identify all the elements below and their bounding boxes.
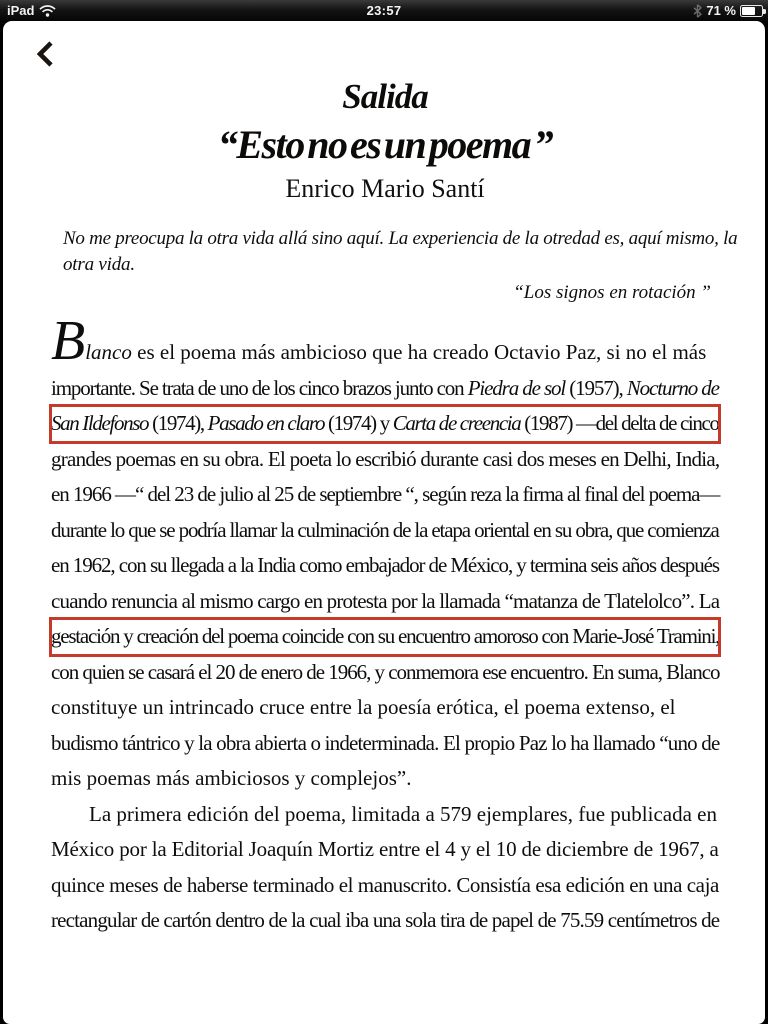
chapter-content [51,77,738,939]
back-button[interactable] [31,41,59,69]
book-page [3,21,765,1024]
text-line: importante. Se trata de uno de los cinco brazos junto con Piedra de sol (1957), Nocturno de [51,375,719,400]
text-line: quince meses de haberse terminado el manuscrito. Consistía esa edición en una caja [51,872,719,897]
text-line: en 1962, con su llegada a la India como embajador de México, y termina seis años después [51,553,719,577]
epigraph [63,226,738,278]
body-text [51,310,720,939]
text-line: en 1966 —“ del 23 de julio al 25 de septiembre “, según reza la firma al final del poema— [51,482,720,506]
drop-cap: B [51,310,86,372]
text-line: No me preocupa la otra vida allá sino aquí. La experiencia de la otredad es, aquí mismo, la [63,228,738,249]
chapter-subtitle: “Esto no es un poema ” [217,122,553,167]
clock: 23:57 [366,3,402,18]
text-line: mis poemas más ambiciosos y complejos”. [51,766,412,790]
text-line: budismo tántrico y la obra abierta o indeterminada. El propio Paz lo ha llamado “uno de [51,730,720,755]
text-line: con quien se casará el 20 de enero de 1966, y conmemora ese encuentro. En suma, Blanco [51,659,720,684]
chapter-title: Salida [342,77,428,116]
author-name: Enrico Mario Santí [285,174,485,203]
text-line: otra vida. [63,254,135,275]
text-line: La primera edición del poema, limitada a 579 ejemplares, fue publicada en [89,801,717,826]
text-line: cuando renuncia al mismo cargo en protesta por la llamada “matanza de Tlatelolco”. La [51,588,720,613]
text-line: Blanco es el poema más ambicioso que ha creado Octavio Paz, si no el más [51,310,707,372]
bluetooth-icon [693,4,702,18]
highlighted-line[interactable]: San Ildefonso (1974), Pasado en claro (1974) y Carta de creencia (1987) —del delta de cinco [51,406,719,442]
highlighted-line[interactable]: gestación y creación del poema coincide con su encuentro amoroso con Marie-José Tramini, [51,619,719,655]
back-chevron-icon [35,41,55,67]
text-line: México por la Editorial Joaquín Mortiz entre el 4 y el 10 de diciembre de 1967, a [51,837,719,861]
carrier-label: iPad [7,3,35,18]
text-line: durante lo que se podría llamar la culminación de la etapa oriental en su obra, que comienza [51,517,719,542]
epigraph-attribution: “Los signos en rotación ” [513,282,711,303]
status-bar [0,0,768,21]
text-line: rectangular de cartón dentro de la cual iba una sola tira de papel de 75.59 centímetros de [51,908,720,932]
battery-percent: 71 % [706,3,736,18]
text-line: grandes poemas en su obra. El poeta lo escribió durante casi dos meses en Delhi, India, [51,446,720,471]
battery-icon [740,5,763,17]
text-line: constituye un intrincado cruce entre la poesía erótica, el poema extenso, el [51,695,676,719]
